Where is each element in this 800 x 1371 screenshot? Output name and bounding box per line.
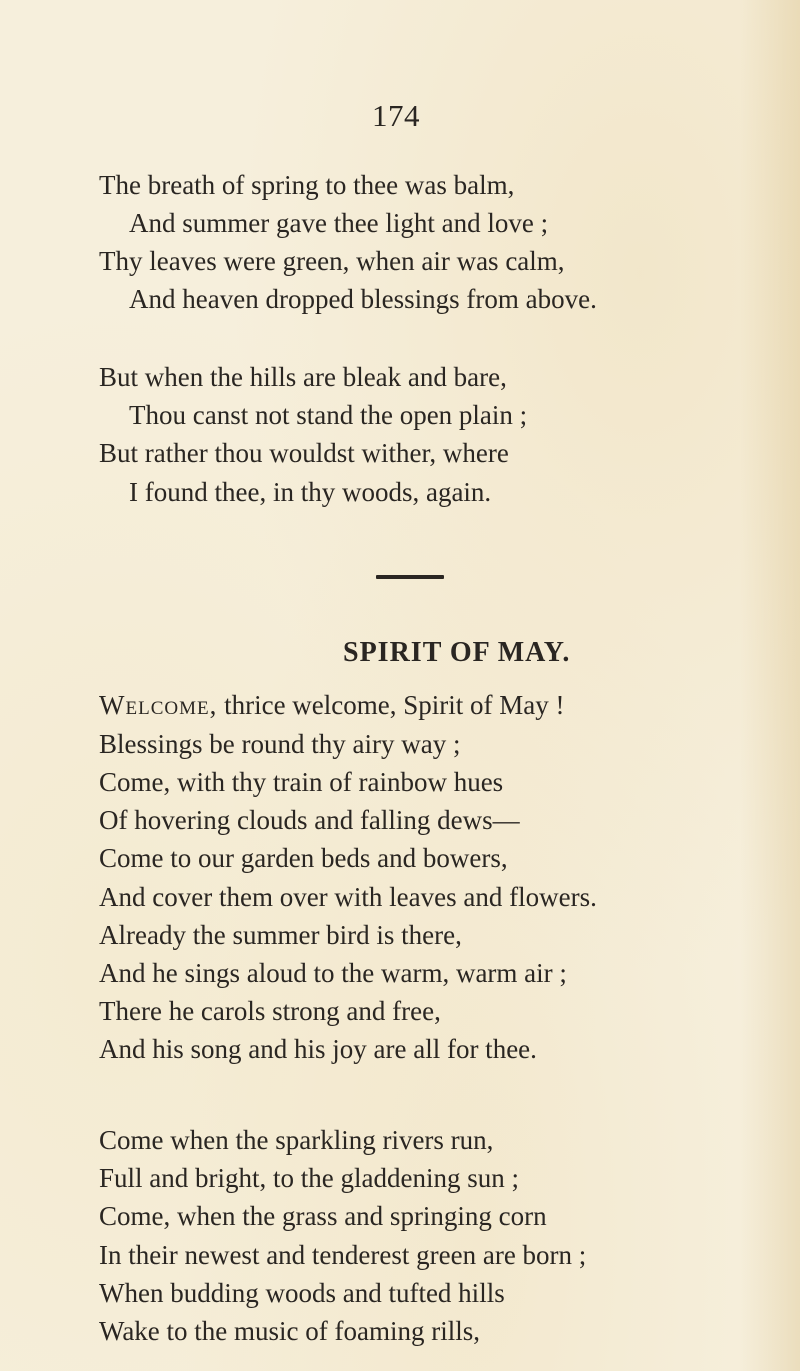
- first-line-rest: thrice welcome, Spirit of May !: [217, 690, 565, 720]
- poem-line: And he sings aloud to the warm, warm air ;: [99, 958, 567, 988]
- page-number: 174: [372, 98, 420, 133]
- poem-line: And his song and his joy are all for thee.: [99, 1034, 537, 1064]
- poem-line: Come to our garden beds and bowers,: [99, 843, 508, 873]
- poem-line: Thy leaves were green, when air was calm,: [99, 246, 565, 276]
- poem-line: Come, when the grass and springing corn: [99, 1201, 547, 1231]
- poem-line: Wake to the music of foaming rills,: [99, 1316, 480, 1346]
- poem-line: Full and bright, to the gladdening sun ;: [99, 1163, 519, 1193]
- poem-line: There he carols strong and free,: [99, 996, 441, 1026]
- section-divider: [376, 575, 444, 579]
- poem-title: SPIRIT OF MAY.: [343, 637, 571, 668]
- poem-line: Thou canst not stand the open plain ;: [129, 400, 528, 430]
- poem-line: Come when the sparkling rivers run,: [99, 1125, 494, 1155]
- poem-line: Of hovering clouds and falling dews—: [99, 805, 520, 835]
- poem-line: And cover them over with leaves and flowers.: [99, 882, 597, 912]
- opening-word: Welcome,: [99, 690, 218, 720]
- poem-line: But rather thou wouldst wither, where: [99, 438, 509, 468]
- poem-first-line: [99, 688, 565, 722]
- poem-line: When budding woods and tufted hills: [99, 1278, 505, 1308]
- poem-line: And summer gave thee light and love ;: [129, 208, 549, 238]
- poem-line: Blessings be round thy airy way ;: [99, 729, 461, 759]
- poem-line: Come, with thy train of rainbow hues: [99, 767, 504, 797]
- poem-line: And heaven dropped blessings from above.: [129, 284, 597, 314]
- poem-line: The breath of spring to thee was balm,: [99, 170, 515, 200]
- poem-line: But when the hills are bleak and bare,: [99, 362, 507, 392]
- poem-line: I found thee, in thy woods, again.: [129, 477, 492, 507]
- poem-line: Already the summer bird is there,: [99, 920, 462, 950]
- page-edge-shading: [740, 0, 800, 1371]
- poem-line: In their newest and tenderest green are born ;: [99, 1240, 587, 1270]
